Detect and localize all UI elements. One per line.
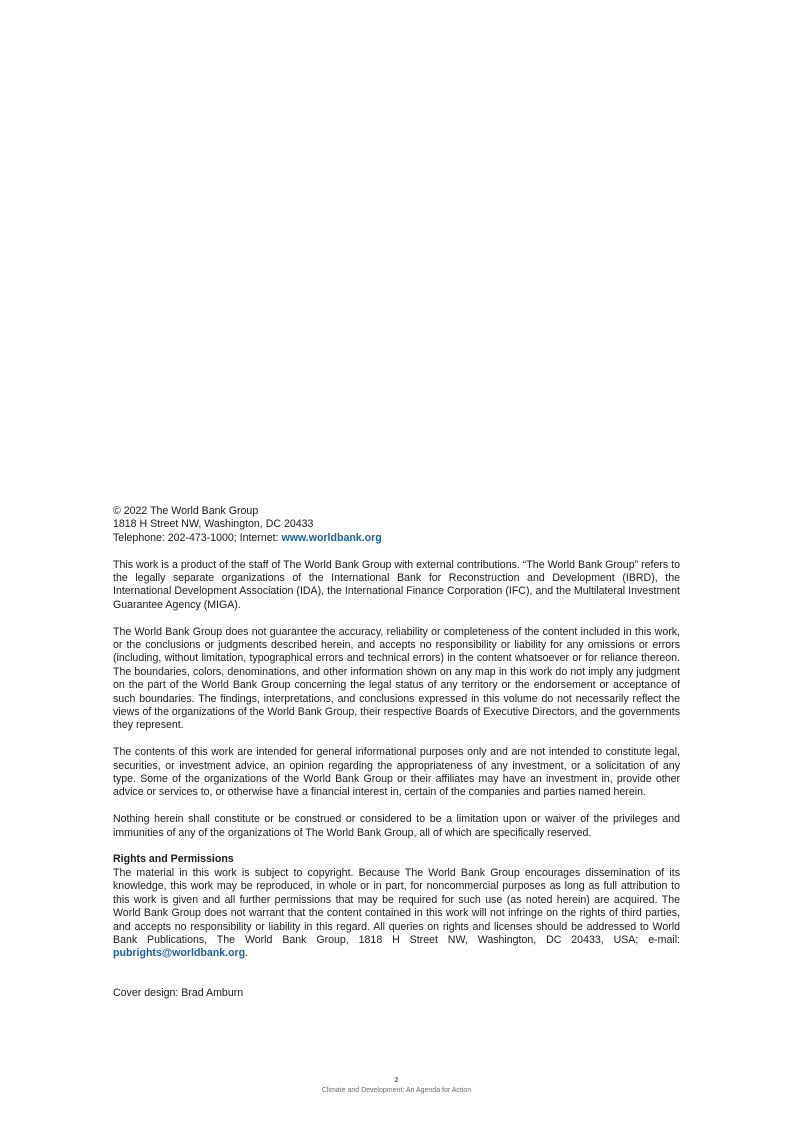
email-link[interactable]: pubrights@worldbank.org: [113, 947, 246, 960]
rights-heading: Rights and Permissions: [113, 853, 234, 866]
informational-paragraph: The contents of this work are intended for general informational purposes only and are not intended to constitute legal, securities, or investment advice, an opinion regarding the appropriateness of any investment, or a solicitation of any type. Some of the organizations of the World Bank Group or their affiliates may have an investment in, provide other advice or services to, or otherwise have a financial interest in, certain of the companies and parties named herein.: [113, 746, 680, 799]
copyright-page-content: [113, 505, 680, 1000]
copyright-line: © 2022 The World Bank Group: [113, 505, 259, 517]
disclaimer-paragraph: The World Bank Group does not guarantee the accuracy, reliability or completeness of the content included in this work, or the conclusions or judgments described herein, and accepts no responsibility or liability for any omissions or errors (including, without limitation, typographical errors and technical errors) in the content whatsoever or for reliance thereon. The boundaries, colors, denominations, and other information shown on any map in this work do not imply any judgment on the part of the World Bank Group concerning the legal status of any territory or the endorsement or acceptance of such boundaries. The findings, interpretations, and conclusions expressed in this volume do not necessarily reflect the views of the organizations of the World Bank Group, their respective Boards of Executive Directors, and the governments they represent.: [113, 625, 680, 732]
address-line: 1818 H Street NW, Washington, DC 20433: [113, 518, 314, 531]
rights-end: .: [245, 947, 249, 960]
website-link[interactable]: www.worldbank.org: [281, 531, 382, 544]
contact-prefix: Telephone: 202-473-1000; Internet:: [113, 531, 282, 544]
contact-line: [113, 532, 680, 545]
immunities-paragraph: Nothing herein shall constitute or be construed or considered to be a limitation upon or waiver of the privileges and immunities of any of the organizations of The World Bank Group, all of which are specifically reserved.: [113, 813, 680, 839]
running-title: Climate and Development: An Agenda for Action: [321, 1087, 472, 1094]
page-number: 2: [394, 1077, 399, 1084]
cover-credit: Cover design: Brad Amburn: [113, 986, 244, 999]
product-paragraph: This work is a product of the staff of The World Bank Group with external contributions. “The World Bank Group” refers to the legally separate organizations of the International Bank for Reconstruction and Development (IBRD), the International Development Association (IDA), the International Finance Corporation (IFC), and the Multilateral Investment Guarantee Agency (MIGA).: [113, 558, 680, 611]
rights-body: The material in this work is subject to copyright. Because The World Bank Group encourages dissemination of its knowledge, this work may be reproduced, in whole or in part, for noncommercial purposes as long as full attribution to this work is given and all further permissions that may be required for such use (as noted herein) are acquired. The World Bank Group does not warrant that the content contained in this work will not infringe on the rights of third parties, and accepts no responsibility or liability in this regard. All queries on rights and licenses should be addressed to World Bank Publications, The World Bank Group, 1818 H Street NW, Washington, DC 20433, USA; e-mail:: [113, 866, 680, 946]
rights-paragraph: [113, 867, 680, 961]
